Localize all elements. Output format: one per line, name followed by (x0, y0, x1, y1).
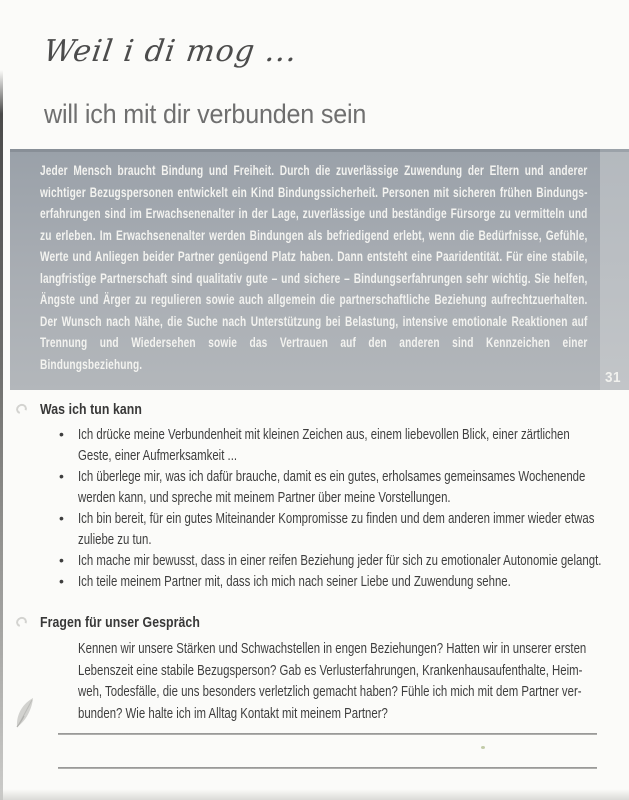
page-number: 31 (605, 369, 621, 386)
page-title: will ich mit dir verbunden sein (44, 99, 367, 129)
list-item (58, 571, 603, 592)
bullet-text: • Ich drücke meine Verbundenheit mit kleinen Zeichen aus, einem liebevollen Blick, einer zärtlichen Geste, einer Aufmerksamkeit ... (78, 426, 570, 464)
leaf-ring-icon (14, 402, 28, 416)
intro-box (10, 149, 600, 390)
section-questions-head (40, 614, 235, 632)
bullet-text: • Ich überlege mir, was ich dafür brauche, damit es ein gutes, erholsames gemeinsames Wochenende werden kann, und spreche mit meinem Partner über meine Vorstellungen. (78, 468, 586, 506)
feather-icon (11, 696, 39, 730)
scan-edge-shadow (0, 70, 3, 800)
questions-text: Kennen wir unsere Stärken und Schwachstellen in engen Beziehungen? Hatten wir in unserer ersten Lebenszeit eine stabile Bezugsperson? Gab es Verlusterfahrungen, Krankenhausaufenthalte, Heimweh, Todesfälle, die uns besonders verletzlich gemacht haben? Fühle ich mich mit dem Partner verbunden? Wie halte ich im Alltag Kontakt mit meinem Partner? (78, 640, 587, 722)
answer-line (58, 733, 597, 735)
page-number-strip (600, 149, 629, 390)
intro-text: Jeder Mensch braucht Bindung und Freiheit. Durch die zuverlässige Zuwendung der Eltern und anderer wichtiger Bezugspersonen entwickelt ein Kind Bindungssicherheit. Personen mit sicheren frühen Bindungserfahrungen sind im Erwachsenenalter in der Lage, zuverlässige und beständige Fürsorge zu vermitteln und zu erleben. Im Erwachsenenalter werden Bindungen als befriedigend erlebt, wenn die Bedürfnisse, Gefühle, Werte und Anliegen beider Partner genügend Platz haben. Dann entsteht eine Paaridentität. Für eine stabile, langfristige Partnerschaft sind qualitativ gute – und sichere – Bindungserfahrungen sehr wichtig. Sie helfen, Ängste und Ärger zu regulieren sowie auch allgemein die partnerschaftliche Beziehung aufrechtzuerhalten. Der Wunsch nach Nähe, die Suche nach Unterstützung bei Belastung, intensive emotionale Reaktionen auf Trennung und Wiedersehen sowie das Vertrauen auf den anderen sind Kennzeichen einer Bindungsbeziehung. (40, 163, 588, 372)
actions-list (58, 424, 603, 592)
section-actions-head (40, 401, 164, 419)
scan-bottom-shadow (0, 789, 629, 800)
list-item (58, 424, 603, 466)
list-item (58, 466, 603, 508)
bullet-text: • Ich teile meinem Partner mit, dass ich mich nach seiner Liebe und Zuwendung sehne. (78, 573, 511, 590)
list-item (58, 508, 603, 550)
bullet-text: • Ich mache mir bewusst, dass in einer reifen Beziehung jeder für sich zu emotionaler Autonomie gelangt. (78, 552, 602, 569)
bullet-text: • Ich bin bereit, für ein gutes Miteinander Kompromisse zu finden und dem anderen immer wieder etwas zuliebe zu tun. (78, 510, 595, 548)
answer-line (58, 767, 597, 769)
leaf-ring-icon (14, 615, 28, 629)
chapter-motto: Weil i di mog ... (41, 34, 300, 69)
section-heading-questions: Fragen für unser Gespräch (40, 614, 200, 631)
list-item (58, 550, 603, 571)
scan-speck (481, 746, 485, 749)
section-heading-actions: Was ich tun kann (40, 401, 143, 418)
questions-paragraph (78, 638, 629, 724)
